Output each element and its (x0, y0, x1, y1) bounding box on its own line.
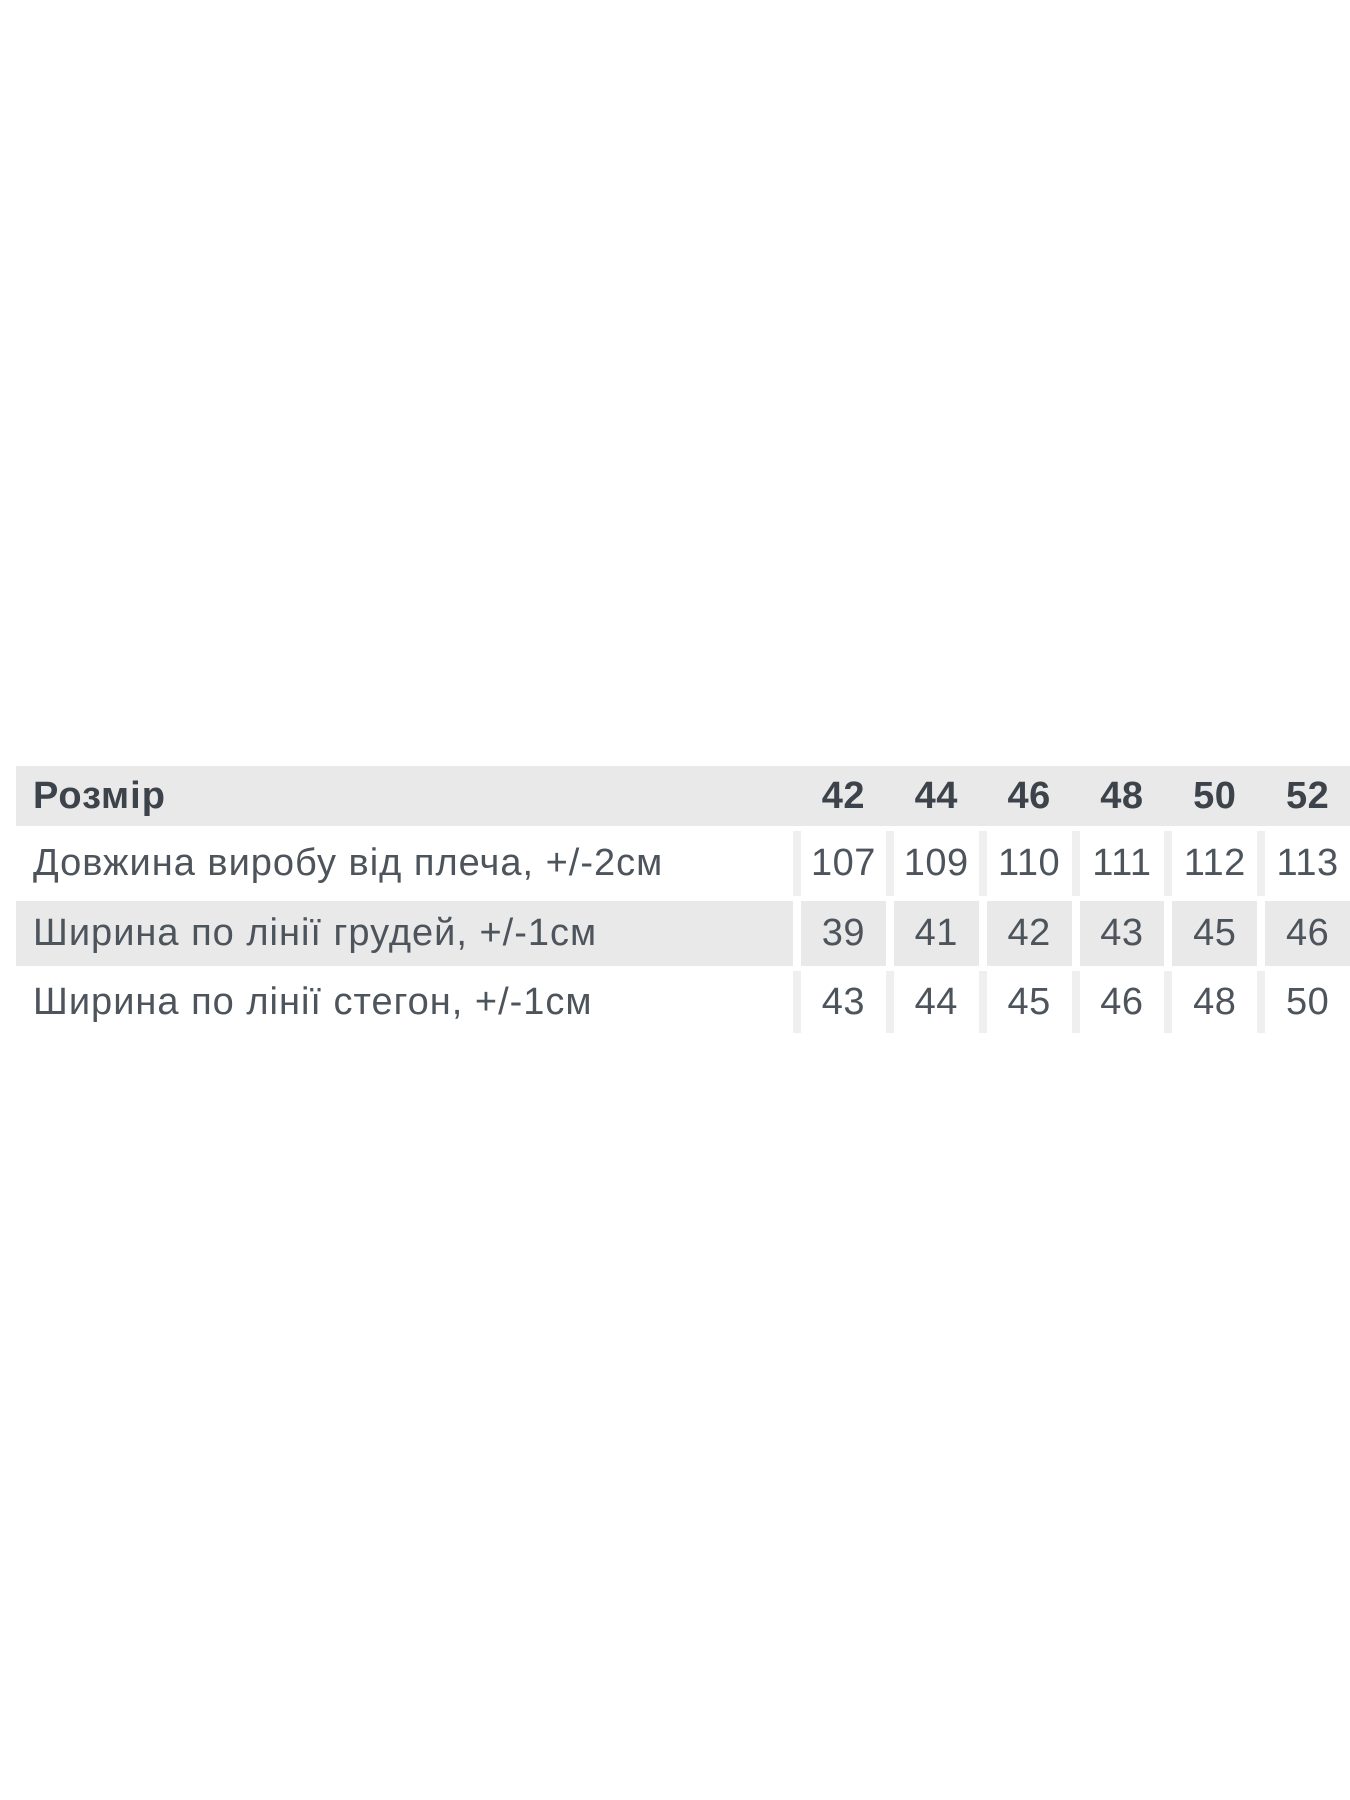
measurement-value: 42 (987, 901, 1072, 966)
measurement-value: 113 (1265, 831, 1350, 896)
header-label: Розмір (33, 774, 166, 817)
size-column-header-48: 48 (1100, 774, 1144, 817)
size-column-header-52: 52 (1285, 774, 1330, 817)
measurement-value: 111 (1080, 831, 1165, 896)
measurement-value: 43 (1080, 901, 1165, 966)
size-table-header-row (16, 766, 1350, 826)
measurement-value: 46 (1080, 971, 1165, 1033)
measurement-value: 44 (894, 971, 979, 1033)
measurement-label: Ширина по лінії грудей, +/-1см (16, 901, 793, 966)
measurement-value: 110 (987, 831, 1072, 896)
measurement-value: 50 (1265, 971, 1350, 1033)
size-table (16, 766, 1350, 1033)
measurement-value: 46 (1265, 901, 1350, 966)
measurement-row-length (16, 831, 1350, 896)
measurement-row-chest (16, 901, 1350, 966)
size-column-header-50: 50 (1193, 774, 1237, 817)
measurement-value: 48 (1172, 971, 1257, 1033)
measurement-label: Довжина виробу від плеча, +/-2см (16, 831, 793, 896)
measurement-label: Ширина по лінії стегон, +/-1см (16, 971, 793, 1033)
measurement-value: 41 (894, 901, 979, 966)
measurement-value: 39 (801, 901, 886, 966)
measurement-value: 43 (801, 971, 886, 1033)
measurement-value: 45 (987, 971, 1072, 1033)
measurement-value: 112 (1172, 831, 1257, 896)
measurement-value: 109 (894, 831, 979, 896)
size-column-header-44: 44 (914, 774, 958, 817)
measurement-value: 107 (801, 831, 886, 896)
size-column-header-42: 42 (821, 774, 866, 817)
measurement-row-hips (16, 971, 1350, 1033)
measurement-value: 45 (1172, 901, 1257, 966)
size-column-header-46: 46 (1007, 774, 1051, 817)
